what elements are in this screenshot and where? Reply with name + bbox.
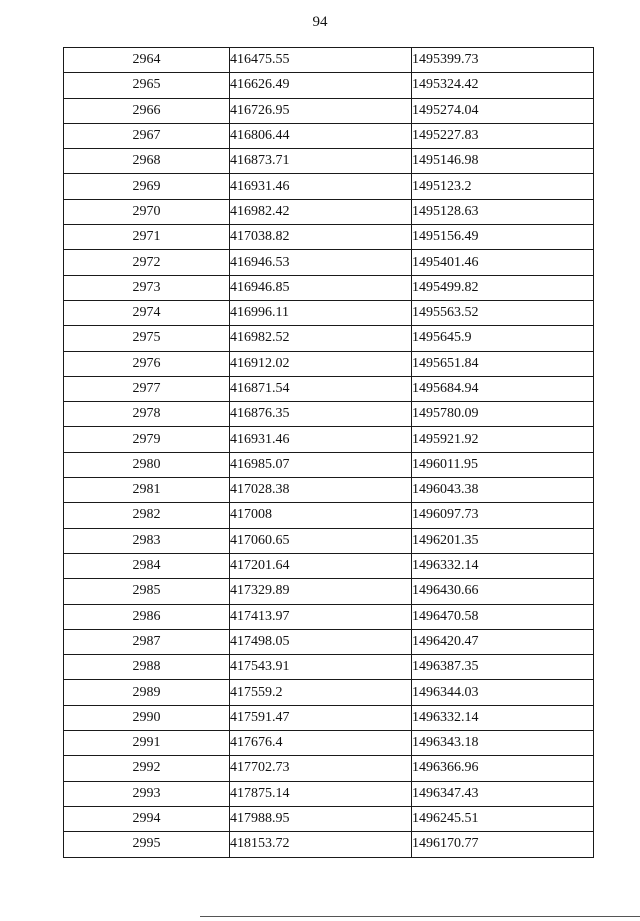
x-coordinate-cell: 416726.95 [230, 98, 412, 123]
x-coordinate-cell: 416912.02 [230, 351, 412, 376]
y-coordinate-cell: 1496387.35 [412, 655, 594, 680]
table-row [64, 579, 594, 604]
point-number-cell: 2980 [64, 452, 230, 477]
point-number-cell: 2982 [64, 503, 230, 528]
y-coordinate-cell: 1495146.98 [412, 149, 594, 174]
x-coordinate-cell: 416946.53 [230, 250, 412, 275]
y-coordinate-cell: 1496201.35 [412, 528, 594, 553]
point-number-cell: 2969 [64, 174, 230, 199]
y-coordinate-cell: 1496245.51 [412, 806, 594, 831]
x-coordinate-cell: 416931.46 [230, 427, 412, 452]
table-row [64, 528, 594, 553]
y-coordinate-cell: 1495651.84 [412, 351, 594, 376]
x-coordinate-cell: 417028.38 [230, 478, 412, 503]
table-row [64, 149, 594, 174]
y-coordinate-cell: 1495399.73 [412, 48, 594, 73]
y-coordinate-cell: 1496170.77 [412, 832, 594, 857]
x-coordinate-cell: 417038.82 [230, 225, 412, 250]
x-coordinate-cell: 417008 [230, 503, 412, 528]
table-row [64, 553, 594, 578]
x-coordinate-cell: 417413.97 [230, 604, 412, 629]
point-number-cell: 2983 [64, 528, 230, 553]
x-coordinate-cell: 416626.49 [230, 73, 412, 98]
point-number-cell: 2974 [64, 300, 230, 325]
y-coordinate-cell: 1495274.04 [412, 98, 594, 123]
y-coordinate-cell: 1495645.9 [412, 326, 594, 351]
x-coordinate-cell: 416876.35 [230, 402, 412, 427]
point-number-cell: 2966 [64, 98, 230, 123]
table-row [64, 225, 594, 250]
y-coordinate-cell: 1496470.58 [412, 604, 594, 629]
x-coordinate-cell: 417543.91 [230, 655, 412, 680]
x-coordinate-cell: 416871.54 [230, 376, 412, 401]
y-coordinate-cell: 1495780.09 [412, 402, 594, 427]
y-coordinate-cell: 1496043.38 [412, 478, 594, 503]
point-number-cell: 2972 [64, 250, 230, 275]
table-row [64, 478, 594, 503]
y-coordinate-cell: 1496332.14 [412, 705, 594, 730]
point-number-cell: 2977 [64, 376, 230, 401]
point-number-cell: 2992 [64, 756, 230, 781]
table-row [64, 832, 594, 857]
point-number-cell: 2995 [64, 832, 230, 857]
x-coordinate-cell: 417988.95 [230, 806, 412, 831]
x-coordinate-cell: 417875.14 [230, 781, 412, 806]
y-coordinate-cell: 1496347.43 [412, 781, 594, 806]
point-number-cell: 2987 [64, 629, 230, 654]
x-coordinate-cell: 417559.2 [230, 680, 412, 705]
coordinates-table [63, 47, 594, 858]
y-coordinate-cell: 1496097.73 [412, 503, 594, 528]
y-coordinate-cell: 1495401.46 [412, 250, 594, 275]
x-coordinate-cell: 416873.71 [230, 149, 412, 174]
y-coordinate-cell: 1496343.18 [412, 731, 594, 756]
table-row [64, 629, 594, 654]
point-number-cell: 2964 [64, 48, 230, 73]
point-number-cell: 2985 [64, 579, 230, 604]
y-coordinate-cell: 1496420.47 [412, 629, 594, 654]
point-number-cell: 2981 [64, 478, 230, 503]
table-row [64, 452, 594, 477]
point-number-cell: 2971 [64, 225, 230, 250]
table-row [64, 376, 594, 401]
x-coordinate-cell: 416946.85 [230, 275, 412, 300]
point-number-cell: 2988 [64, 655, 230, 680]
table-row [64, 250, 594, 275]
point-number-cell: 2973 [64, 275, 230, 300]
point-number-cell: 2986 [64, 604, 230, 629]
x-coordinate-cell: 416806.44 [230, 123, 412, 148]
table-row [64, 98, 594, 123]
y-coordinate-cell: 1495128.63 [412, 199, 594, 224]
table-row [64, 73, 594, 98]
point-number-cell: 2993 [64, 781, 230, 806]
table-row [64, 300, 594, 325]
page-number: 94 [312, 14, 328, 30]
x-coordinate-cell: 417498.05 [230, 629, 412, 654]
point-number-cell: 2975 [64, 326, 230, 351]
table-row [64, 731, 594, 756]
x-coordinate-cell: 417201.64 [230, 553, 412, 578]
y-coordinate-cell: 1495324.42 [412, 73, 594, 98]
table-row [64, 402, 594, 427]
table-row [64, 503, 594, 528]
table-row [64, 351, 594, 376]
table-row [64, 48, 594, 73]
table-row [64, 680, 594, 705]
bottom-rule [200, 916, 640, 917]
point-number-cell: 2968 [64, 149, 230, 174]
point-number-cell: 2990 [64, 705, 230, 730]
table-row [64, 199, 594, 224]
x-coordinate-cell: 417329.89 [230, 579, 412, 604]
table-row [64, 326, 594, 351]
point-number-cell: 2991 [64, 731, 230, 756]
table-row [64, 655, 594, 680]
point-number-cell: 2978 [64, 402, 230, 427]
table-row [64, 123, 594, 148]
x-coordinate-cell: 417702.73 [230, 756, 412, 781]
point-number-cell: 2989 [64, 680, 230, 705]
point-number-cell: 2967 [64, 123, 230, 148]
x-coordinate-cell: 416985.07 [230, 452, 412, 477]
table-row [64, 781, 594, 806]
y-coordinate-cell: 1495921.92 [412, 427, 594, 452]
table-row [64, 174, 594, 199]
point-number-cell: 2976 [64, 351, 230, 376]
y-coordinate-cell: 1496430.66 [412, 579, 594, 604]
y-coordinate-cell: 1495227.83 [412, 123, 594, 148]
point-number-cell: 2979 [64, 427, 230, 452]
table-row [64, 756, 594, 781]
y-coordinate-cell: 1495563.52 [412, 300, 594, 325]
y-coordinate-cell: 1496344.03 [412, 680, 594, 705]
y-coordinate-cell: 1495499.82 [412, 275, 594, 300]
x-coordinate-cell: 417060.65 [230, 528, 412, 553]
point-number-cell: 2984 [64, 553, 230, 578]
y-coordinate-cell: 1495156.49 [412, 225, 594, 250]
table-row [64, 604, 594, 629]
y-coordinate-cell: 1496011.95 [412, 452, 594, 477]
x-coordinate-cell: 416996.11 [230, 300, 412, 325]
table-row [64, 806, 594, 831]
x-coordinate-cell: 416982.42 [230, 199, 412, 224]
x-coordinate-cell: 417676.4 [230, 731, 412, 756]
table-row [64, 427, 594, 452]
y-coordinate-cell: 1495123.2 [412, 174, 594, 199]
y-coordinate-cell: 1496366.96 [412, 756, 594, 781]
y-coordinate-cell: 1495684.94 [412, 376, 594, 401]
x-coordinate-cell: 416931.46 [230, 174, 412, 199]
x-coordinate-cell: 416475.55 [230, 48, 412, 73]
table-row [64, 275, 594, 300]
table-row [64, 705, 594, 730]
y-coordinate-cell: 1496332.14 [412, 553, 594, 578]
point-number-cell: 2965 [64, 73, 230, 98]
x-coordinate-cell: 417591.47 [230, 705, 412, 730]
table-body [64, 48, 594, 858]
x-coordinate-cell: 416982.52 [230, 326, 412, 351]
point-number-cell: 2970 [64, 199, 230, 224]
point-number-cell: 2994 [64, 806, 230, 831]
x-coordinate-cell: 418153.72 [230, 832, 412, 857]
